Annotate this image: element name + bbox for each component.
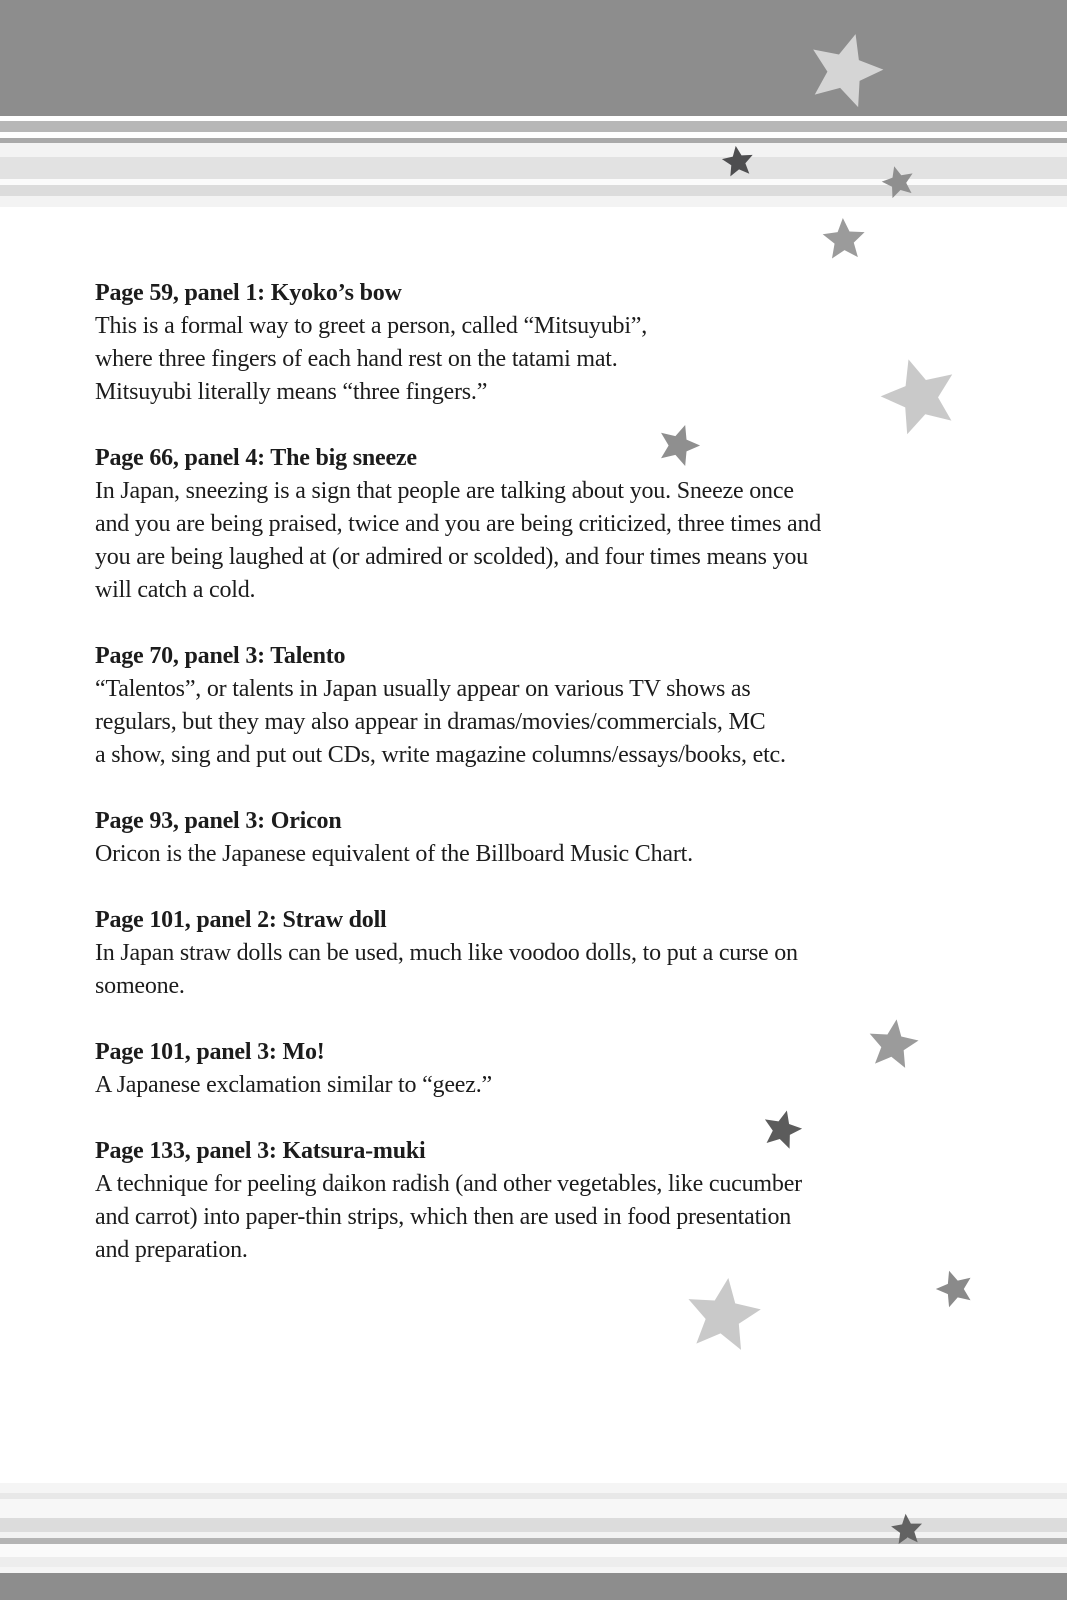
star-stripes-dark-icon (719, 143, 757, 181)
footer-stripe (0, 1557, 1067, 1567)
note-line: regulars, but they may also appear in dramas/movies/commercials, MC (95, 709, 766, 735)
note-line: where three fingers of each hand rest on the tatami mat. (95, 346, 618, 372)
note-heading: Page 101, panel 3: Mo! (95, 1039, 325, 1065)
note-heading: Page 66, panel 4: The big sneeze (95, 445, 417, 471)
note-line: In Japan straw dolls can be used, much like voodoo dolls, to put a curse on (95, 940, 798, 966)
note-line: someone. (95, 973, 185, 999)
note-line: A technique for peeling daikon radish (and other vegetables, like cucumber (95, 1171, 802, 1197)
note-line: Mitsuyubi literally means “three fingers.” (95, 379, 488, 405)
star-shape (822, 217, 866, 259)
note-section (95, 904, 1015, 1003)
note-section (95, 805, 1015, 871)
note-line: “Talentos”, or talents in Japan usually appear on various TV shows as (95, 676, 751, 702)
translation-notes (95, 277, 1015, 1300)
star-below-stripes-icon (820, 216, 868, 264)
header-stripe (0, 121, 1067, 132)
star-shape (878, 162, 917, 200)
footer-stripe (0, 1573, 1067, 1600)
header-stripe (0, 0, 1067, 116)
star-shape (890, 1512, 923, 1544)
star-shape (720, 144, 755, 178)
note-line: and carrot) into paper-thin strips, which then are used in food presentation (95, 1204, 792, 1230)
note-heading: Page 101, panel 2: Straw doll (95, 907, 387, 933)
note-line: you are being laughed at (or admired or scolded), and four times means you (95, 544, 808, 570)
note-section (95, 277, 1015, 409)
note-section (95, 640, 1015, 772)
note-line: A Japanese exclamation similar to “geez.” (95, 1072, 492, 1098)
note-line: and you are being praised, twice and you are being criticized, three times and (95, 511, 822, 537)
note-line: and preparation. (95, 1237, 248, 1263)
note-section (95, 442, 1015, 607)
note-heading: Page 59, panel 1: Kyoko’s bow (95, 280, 402, 306)
note-heading: Page 70, panel 3: Talento (95, 643, 346, 669)
note-heading: Page 93, panel 3: Oricon (95, 808, 342, 834)
note-line: In Japan, sneezing is a sign that people are talking about you. Sneeze once (95, 478, 794, 504)
note-heading: Page 133, panel 3: Katsura-muki (95, 1138, 426, 1164)
note-section (95, 1135, 1015, 1267)
note-section (95, 1036, 1015, 1102)
header-stripe (0, 143, 1067, 157)
note-line: This is a formal way to greet a person, called “Mitsuyubi”, (95, 313, 648, 339)
note-line: will catch a cold. (95, 577, 256, 603)
footer-stripe (0, 1483, 1067, 1493)
star-footer-icon (889, 1512, 926, 1549)
note-line: Oricon is the Japanese equivalent of the Billboard Music Chart. (95, 841, 693, 867)
note-line: a show, sing and put out CDs, write magazine columns/essays/books, etc. (95, 742, 786, 768)
